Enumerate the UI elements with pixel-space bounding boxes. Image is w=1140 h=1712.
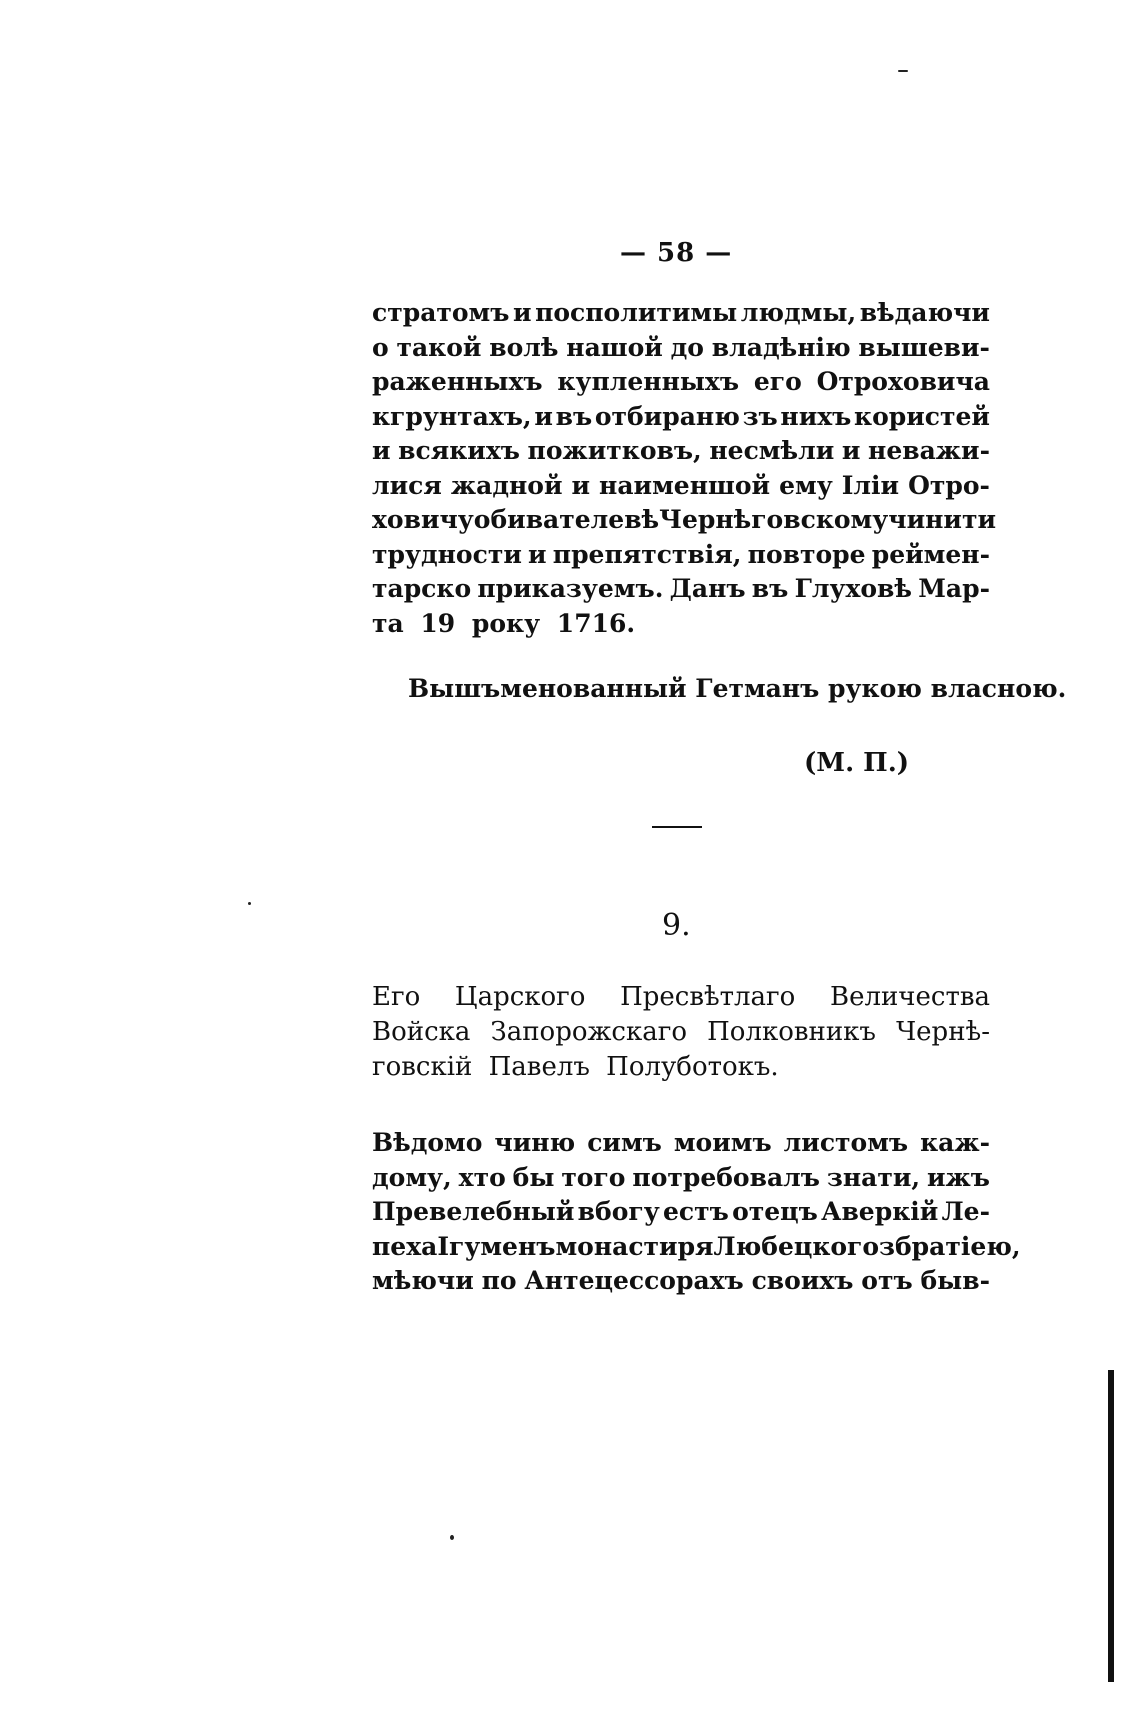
text-line: та 19 року 1716. [372, 608, 636, 638]
text-line: дому, хто бы того потребовалъ знати, ижъ [372, 1162, 990, 1192]
paragraph-1 [372, 296, 996, 641]
text-line: Войска Запорожскаго Полковникъ Чернѣ- [372, 1017, 990, 1047]
text-line: о такой волѣ нашой до владѣнію вышеви- [372, 332, 990, 362]
section-divider [652, 826, 702, 828]
text-line: Превелебный вбогу естъ отецъ Аверкій Ле- [372, 1197, 990, 1226]
text-line: тарско приказуемъ. Данъ въ Глуховѣ Мар- [372, 574, 990, 603]
text-line: кгрунтахъ, и въ отбираню зъ нихъ користей [372, 401, 990, 431]
text-line: стратомъ и посполитимы людмы, вѣдаючи [372, 298, 990, 327]
page-number: — 58 — [620, 238, 733, 268]
text-line: мѣючи по Антецессорахъ своихъ отъ быв- [372, 1266, 990, 1295]
text-line: говскій Павелъ Полуботокъ. [372, 1052, 779, 1082]
text-line: раженныхъ купленныхъ его Отроховича [372, 367, 990, 396]
text-line: пеха Ігуменъ монастиря Любецкого збратіею, [372, 1231, 1021, 1261]
paragraph-2 [372, 1126, 1021, 1299]
scan-edge-mark [1108, 1370, 1114, 1682]
seal-mark: (М. П.) [804, 748, 910, 778]
document-heading [372, 980, 990, 1085]
text-line: трудности и препятствія, повторе реймен- [372, 539, 990, 569]
scan-speck [898, 70, 908, 72]
signature-line: Вышъменованный Гетманъ рукою власною. [408, 674, 1067, 703]
text-line: Вѣдомо чиню симъ моимъ листомъ каж- [372, 1128, 990, 1157]
text-line: Его Царского Пресвѣтлаго Величества [372, 982, 990, 1012]
text-line: лися жадной и наименшой ему Іліи Отро- [372, 470, 990, 500]
text-line: ховичу обивателевѣ Чернѣговскому чинити [372, 505, 996, 534]
text-line: и всякихъ пожитковъ, несмѣли и неважи- [372, 436, 990, 465]
section-number: 9. [662, 908, 691, 943]
scan-speck [450, 1535, 454, 1540]
scan-speck [248, 902, 251, 905]
